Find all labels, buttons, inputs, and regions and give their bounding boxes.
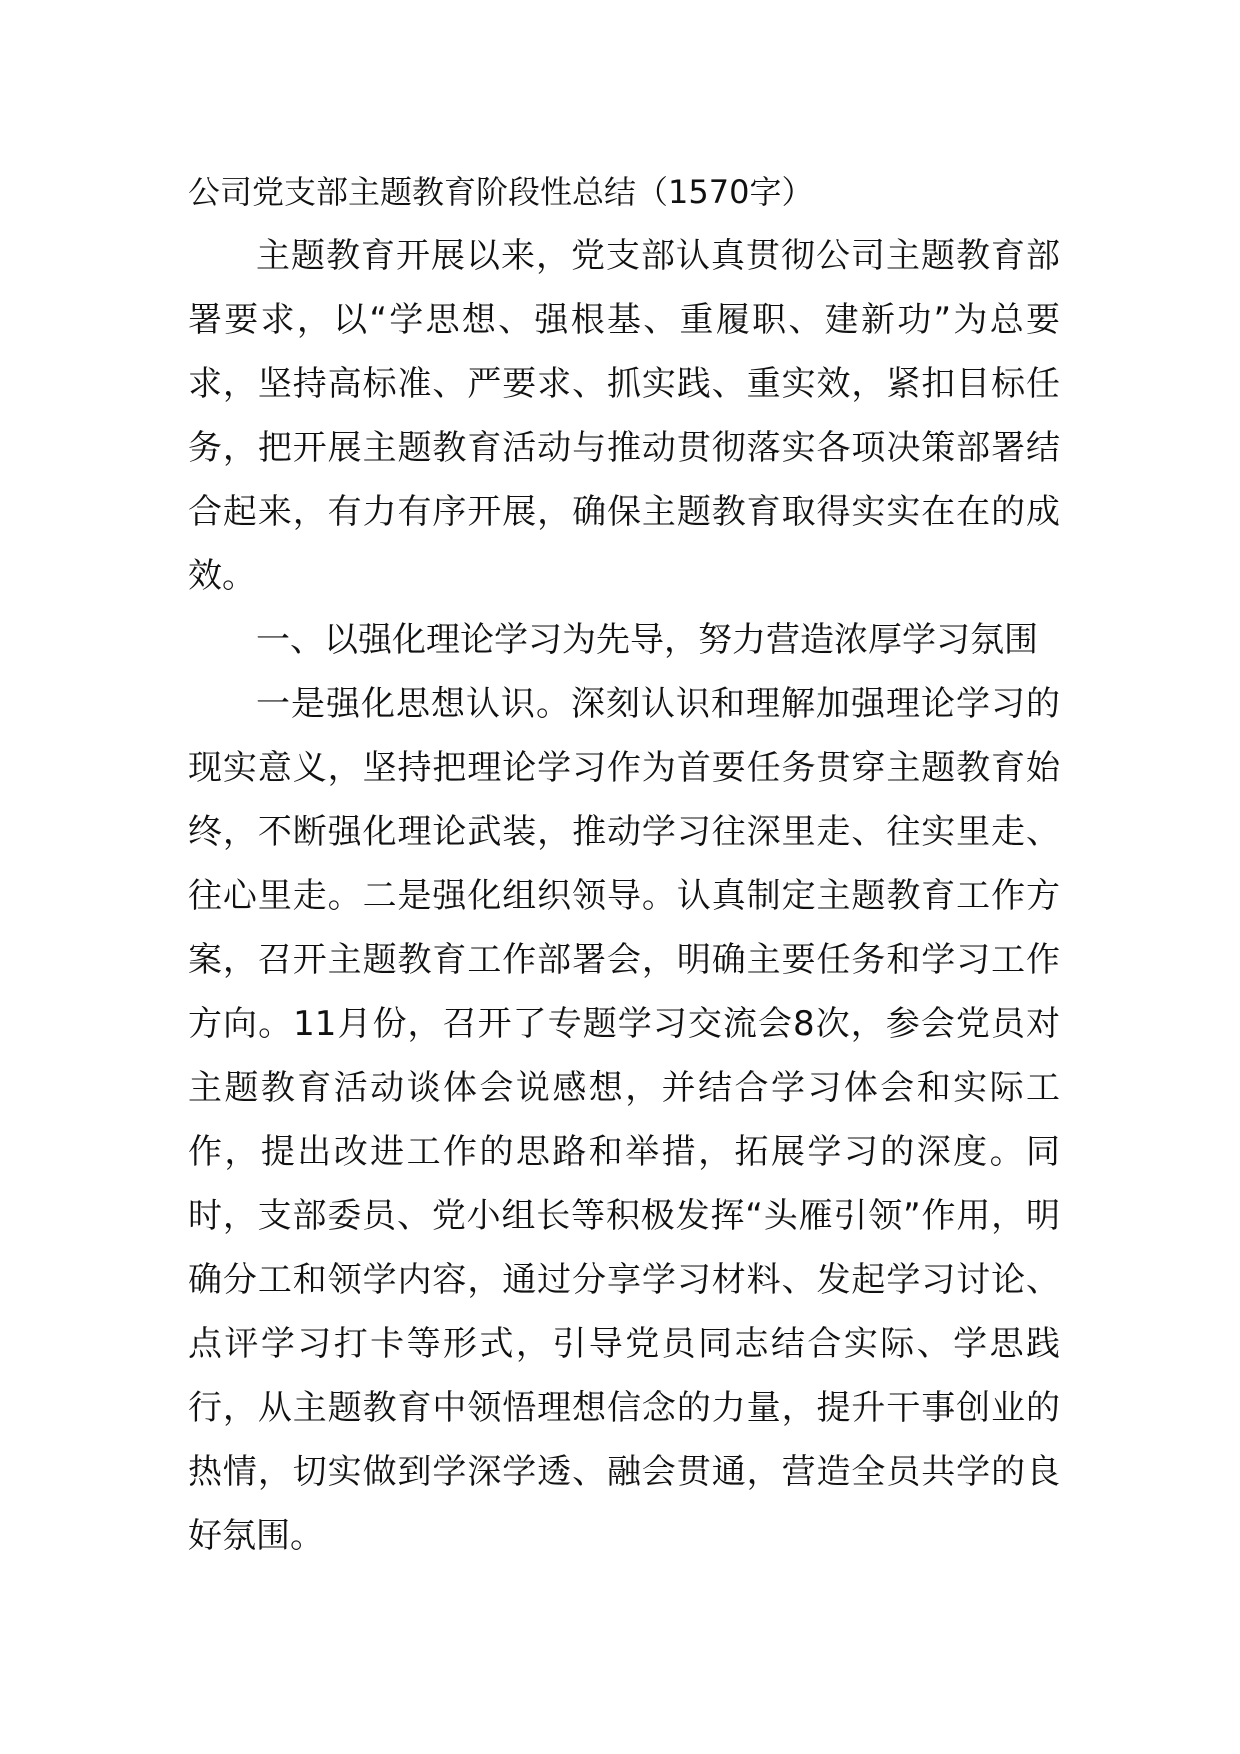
section-body-paragraph: 一是强化思想认识。深刻认识和理解加强理论学习的现实意义，坚持把理论学习作为首要任务贯穿主题教育始终，不断强化理论武装，推动学习往深里走、往实里走、往心里走。二是强化组织领导。认真制定主题教育工作方案，召开主题教育工作部署会，明确主要任务和学习工作方向。11月份，召开了专题学习交流会8次，参会党员对主题教育活动谈体会说感想，并结合学习体会和实际工作，提出改进工作的思路和举措，拓展学习的深度。同时，支部委员、党小组长等积极发挥“头雁引领”作用，明确分工和领学内容，通过分享学习材料、发起学习讨论、点评学习打卡等形式，引导党员同志结合实际、学思践行，从主题教育中领悟理想信念的力量，提升干事创业的热情，切实做到学深学透、融会贯通，营造全员共学的良好氛围。 [188,684,1060,1556]
section-heading: 一、以强化理论学习为先导，努力营造浓厚学习氛围 [256,620,1038,660]
document-title: 公司党支部主题教育阶段性总结（1570字） [188,173,814,211]
document-page [188,160,1060,1568]
intro-paragraph: 主题教育开展以来，党支部认真贯彻公司主题教育部署要求，以“学思想、强根基、重履职、建新功”为总要求，坚持高标准、严要求、抓实践、重实效，紧扣目标任务，把开展主题教育活动与推动贯彻落实各项决策部署结合起来，有力有序开展，确保主题教育取得实实在在的成效。 [188,236,1060,596]
